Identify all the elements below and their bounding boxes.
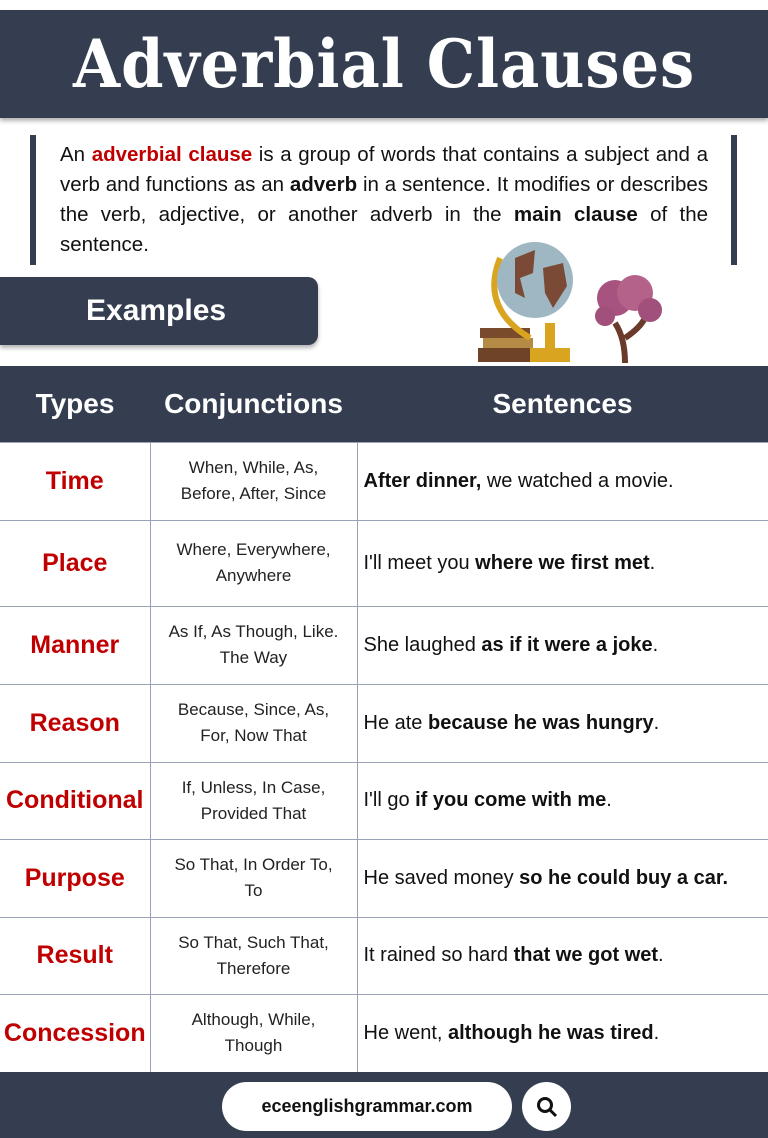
conjunction-line: When, While, As, (188, 458, 319, 477)
def-bold: main clause (513, 203, 638, 226)
sentence-text: He went, (363, 1021, 448, 1044)
example-sentence (357, 606, 768, 684)
sentence-text: I'll go (363, 789, 416, 811)
search-button[interactable] (522, 1082, 571, 1131)
conjunction-line: As If, As Though, Like. (168, 622, 339, 641)
table-row (0, 994, 768, 1072)
sentence-text: we watched a movie. (481, 469, 674, 492)
website-link[interactable]: eceenglishgrammar.com (222, 1082, 512, 1131)
example-sentence (357, 917, 768, 994)
table-row (0, 606, 768, 684)
conjunction-line: If, Unless, In Case, (181, 777, 326, 797)
sentence-clause: that we got wet (513, 944, 659, 966)
sentence-text: He ate (363, 711, 428, 734)
def-bold: adverb (289, 173, 358, 196)
example-sentence (357, 442, 768, 520)
clause-type: Concession (0, 994, 150, 1072)
left-accent-bar (30, 135, 36, 265)
sentence-clause: although he was tired (447, 1021, 654, 1044)
def-text: in a sentence. It modifies or describes the verb, adjective, or another adverb in the (60, 173, 708, 226)
examples-heading: Examples (0, 277, 318, 345)
clause-type: Manner (0, 606, 150, 684)
table-row (0, 839, 768, 917)
conjunctions (150, 684, 357, 762)
clause-type: Result (0, 917, 150, 994)
clause-types-table (0, 366, 768, 1073)
def-text: is a group of words that contains a subject and a verb and functions as an (60, 143, 708, 196)
example-sentence (357, 994, 768, 1072)
def-term: adverbial clause (91, 143, 253, 166)
sentence-clause: as if it were a joke (481, 633, 653, 656)
conjunctions (150, 520, 357, 606)
conjunctions (150, 762, 357, 839)
conjunction-line: So That, Such That, (178, 932, 329, 952)
table-header-row (0, 366, 768, 442)
def-text: of the sentence. (60, 203, 708, 256)
conjunctions (150, 994, 357, 1072)
conjunction-line: Therefore (216, 958, 291, 978)
example-sentence (357, 520, 768, 606)
conjunctions (150, 606, 357, 684)
conjunction-line: Provided That (200, 803, 307, 823)
header-sentences: Sentences (357, 366, 768, 442)
sentence-text: He saved money (363, 866, 520, 889)
conjunction-line: So That, In Order To, (174, 855, 333, 874)
sentence-text: . (652, 633, 659, 656)
table-row (0, 442, 768, 520)
conjunctions (150, 839, 357, 917)
conjunction-line: The Way (219, 648, 288, 667)
page-title: Adverbial Clauses (72, 25, 696, 103)
clause-type: Reason (0, 684, 150, 762)
conjunction-line: Because, Since, As, (177, 700, 330, 719)
conjunction-line: Anywhere (215, 566, 292, 585)
sentence-text: I'll meet you (363, 551, 476, 574)
sentence-text: . (658, 944, 664, 966)
conjunction-line: Though (224, 1036, 283, 1055)
conjunction-line: For, Now That (200, 726, 307, 745)
books-icon (478, 328, 538, 362)
sentence-clause: so he could buy a car. (519, 866, 729, 889)
conjunction-line: To (244, 881, 263, 900)
footer (0, 1072, 768, 1138)
conjunction-line: Before, After, Since (180, 484, 327, 503)
example-sentence (357, 839, 768, 917)
sentence-clause: After dinner, (363, 469, 482, 492)
table-row (0, 520, 768, 606)
table-row (0, 917, 768, 994)
conjunctions (150, 917, 357, 994)
clause-type: Place (0, 520, 150, 606)
title-banner (0, 10, 768, 118)
sentence-clause: where we first met (475, 551, 650, 574)
sentence-text: . (653, 711, 660, 734)
right-accent-bar (731, 135, 737, 265)
tree-icon (595, 275, 662, 363)
sentence-clause: because he was hungry (427, 711, 654, 734)
header-types: Types (0, 366, 150, 442)
conjunction-line: Where, Everywhere, (176, 540, 331, 559)
clause-type: Purpose (0, 839, 150, 917)
example-sentence (357, 684, 768, 762)
clause-type: Conditional (0, 762, 150, 839)
sentence-text: It rained so hard (363, 944, 514, 966)
table-row (0, 762, 768, 839)
sentence-text: . (606, 789, 612, 811)
header-conjunctions: Conjunctions (150, 366, 357, 442)
def-text: An (60, 143, 92, 166)
sentence-text: . (653, 1021, 660, 1044)
search-icon (536, 1096, 558, 1118)
sentence-text: She laughed (363, 633, 482, 656)
globe-tree-illustration (475, 238, 675, 368)
sentence-clause: if you come with me (415, 789, 607, 811)
conjunction-line: Although, While, (191, 1010, 316, 1029)
table-row (0, 684, 768, 762)
example-sentence (357, 762, 768, 839)
conjunctions (150, 442, 357, 520)
clause-type: Time (0, 442, 150, 520)
sentence-text: . (649, 551, 656, 574)
